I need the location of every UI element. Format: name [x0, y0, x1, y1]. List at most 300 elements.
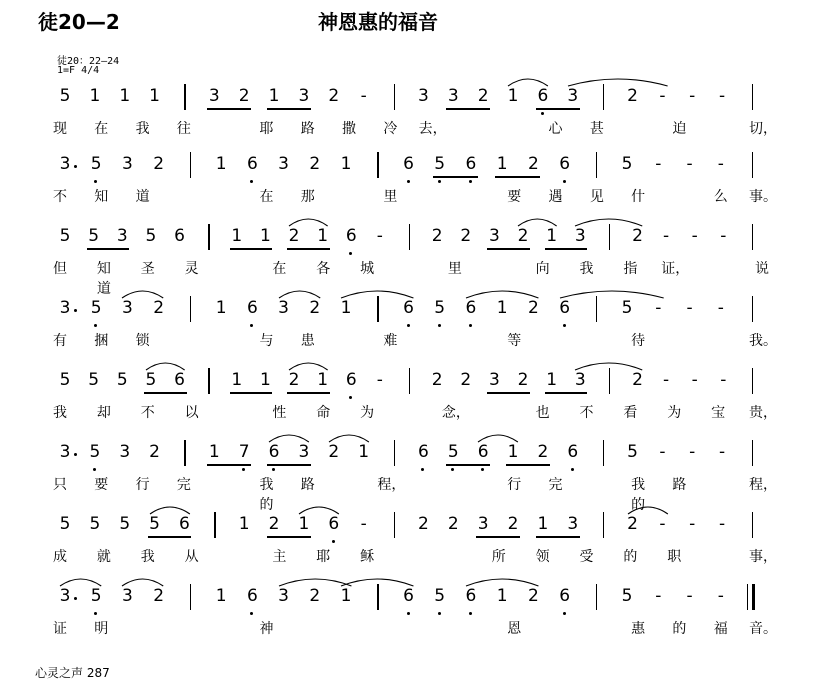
lyric-syllable: 我 — [53, 405, 67, 421]
barline — [214, 512, 215, 538]
slur-arc — [328, 430, 370, 444]
lyric-syllable: 向 — [535, 261, 550, 277]
eighth-beam — [506, 464, 550, 466]
note-5: 5 — [90, 586, 102, 606]
lyric-syllable: 耶 — [316, 549, 331, 565]
slur-arc — [340, 574, 414, 588]
hymn-number: 徒20—2 — [38, 10, 120, 34]
lyric-syllable: 为 — [360, 405, 375, 421]
barline — [747, 584, 748, 610]
note-2: 2 — [309, 298, 321, 318]
note-6: 6 — [465, 298, 477, 318]
lyric-syllable: 证 — [53, 621, 67, 637]
slur-arc — [465, 286, 539, 300]
score-system — [0, 578, 825, 640]
note-2: 2 — [149, 442, 160, 462]
note-6: 6 — [246, 586, 258, 606]
note-2: 2 — [527, 586, 539, 606]
note-1: 1 — [340, 298, 352, 318]
slur-arc — [574, 358, 643, 372]
lyric-syllable: 等 — [507, 333, 522, 349]
lyric-syllable: 心 — [548, 121, 563, 137]
score-system — [0, 434, 825, 513]
lyric-syllable: 也 — [535, 405, 550, 421]
lyric-syllable: 神 — [259, 621, 274, 637]
note-2: 2 — [627, 86, 638, 106]
note-5: 5 — [447, 442, 459, 462]
note-6: 6 — [559, 586, 571, 606]
note-5: 5 — [621, 586, 633, 606]
lyric-syllable: 道 — [135, 189, 150, 205]
note-6: 6 — [559, 154, 571, 174]
note-2: 2 — [460, 226, 472, 246]
note-6: 6 — [418, 442, 429, 462]
lyric-syllable: 我 — [140, 549, 155, 565]
lower-octave-dot — [541, 112, 544, 115]
note-5: 5 — [90, 298, 102, 318]
dash-extension: - — [689, 514, 696, 534]
lyric-syllable: 什 — [631, 189, 646, 205]
eighth-beam — [207, 464, 251, 466]
note-5: 5 — [119, 514, 131, 534]
note-5: 5 — [627, 442, 638, 462]
note-1: 1 — [149, 86, 160, 106]
lyric-syllable: 在 — [272, 261, 287, 277]
augmentation-dot — [74, 309, 77, 312]
lyric-syllable: 耶 — [259, 121, 274, 137]
lower-octave-dot — [481, 468, 484, 471]
barline — [208, 224, 209, 250]
eighth-beam — [487, 392, 530, 394]
dash-extension: - — [376, 226, 383, 246]
lower-octave-dot — [242, 468, 245, 471]
eighth-beam — [446, 108, 490, 110]
note-2: 2 — [517, 226, 529, 246]
lyric-syllable: 我。 — [749, 333, 777, 349]
dash-extension: - — [655, 298, 662, 318]
note-5: 5 — [145, 370, 157, 390]
note-1: 1 — [507, 86, 519, 106]
barline — [394, 440, 395, 466]
barline — [752, 152, 753, 178]
note-3: 3 — [278, 298, 289, 318]
slur-arc — [268, 430, 310, 444]
note-1: 1 — [496, 298, 508, 318]
lower-octave-dot — [94, 612, 97, 615]
note-3: 3 — [122, 586, 133, 606]
note-1: 1 — [231, 226, 243, 246]
lyric-syllable: 我 — [135, 121, 150, 137]
dash-extension: - — [719, 514, 726, 534]
note-2: 2 — [328, 442, 340, 462]
lyric-syllable: 的 — [623, 549, 638, 565]
eighth-beam — [267, 536, 311, 538]
barline — [377, 152, 378, 178]
score-system — [0, 290, 825, 352]
lower-octave-dot — [563, 324, 566, 327]
note-1: 1 — [259, 370, 271, 390]
lyric-syllable: 锁 — [135, 333, 150, 349]
note-5: 5 — [88, 226, 100, 246]
note-2: 2 — [153, 154, 165, 174]
lyric-syllable: 路 — [672, 477, 687, 493]
note-2: 2 — [431, 226, 443, 246]
dash-extension: - — [376, 370, 383, 390]
lyric-syllable: 指 — [623, 261, 638, 277]
lyric-syllable: 说 — [755, 261, 769, 277]
eighth-beam — [487, 248, 530, 250]
lower-octave-dot — [93, 468, 96, 471]
note-2: 2 — [288, 370, 300, 390]
lyric-syllable: 在 — [94, 121, 109, 137]
lyric-syllable: 灵 — [184, 261, 199, 277]
note-3: 3 — [59, 154, 71, 174]
note-3: 3 — [278, 586, 289, 606]
lyric-syllable: 切， — [749, 121, 777, 137]
lyric-syllable: 的 — [672, 621, 687, 637]
lower-octave-dot — [407, 612, 410, 615]
lower-octave-dot — [407, 324, 410, 327]
slur-arc — [298, 502, 340, 516]
eighth-beam — [87, 248, 130, 250]
slur-arc — [278, 286, 321, 300]
slur-arc — [465, 574, 539, 588]
lyric-syllable: 甚 — [589, 121, 604, 137]
note-3: 3 — [59, 298, 71, 318]
note-3: 3 — [122, 298, 133, 318]
lower-octave-dot — [94, 180, 97, 183]
dash-extension: - — [686, 154, 693, 174]
lyric-syllable: 撒 — [342, 121, 357, 137]
dash-extension: - — [691, 226, 698, 246]
note-3: 3 — [447, 86, 459, 106]
note-6: 6 — [174, 226, 185, 246]
eighth-beam — [476, 536, 520, 538]
note-2: 2 — [447, 514, 459, 534]
note-3: 3 — [298, 442, 310, 462]
note-5: 5 — [434, 586, 446, 606]
note-1: 1 — [119, 86, 131, 106]
lyric-syllable: 我的 — [631, 477, 646, 513]
lyric-syllable: 命 — [316, 405, 331, 421]
barline — [190, 152, 191, 178]
note-1: 1 — [496, 154, 508, 174]
augmentation-dot — [74, 453, 77, 456]
lyric-syllable: 患 — [300, 333, 315, 349]
lower-octave-dot — [438, 612, 441, 615]
lyric-syllable: 迫 — [672, 121, 687, 137]
augmentation-dot — [74, 597, 77, 600]
lyric-syllable: 以 — [184, 405, 199, 421]
slur-arc — [288, 358, 329, 372]
note-2: 2 — [632, 370, 643, 390]
lyric-syllable: 里 — [447, 261, 462, 277]
note-6: 6 — [179, 514, 190, 534]
note-1: 1 — [268, 86, 280, 106]
slur-arc — [567, 74, 669, 88]
lower-octave-dot — [563, 612, 566, 615]
note-2: 2 — [431, 370, 443, 390]
note-3: 3 — [477, 514, 489, 534]
note-1: 1 — [215, 154, 227, 174]
dash-extension: - — [689, 442, 696, 462]
dash-extension: - — [663, 226, 670, 246]
note-2: 2 — [288, 226, 300, 246]
note-5: 5 — [621, 298, 633, 318]
lyric-syllable: 行 — [135, 477, 150, 493]
source-footer: 心灵之声 287 — [35, 666, 110, 680]
lower-octave-dot — [469, 324, 472, 327]
lower-octave-dot — [438, 324, 441, 327]
note-5: 5 — [59, 370, 71, 390]
lyric-syllable: 行 — [507, 477, 522, 493]
barline — [190, 296, 191, 322]
eighth-beam — [230, 392, 273, 394]
score-system — [0, 78, 825, 140]
note-3: 3 — [488, 370, 500, 390]
lower-octave-dot — [469, 180, 472, 183]
slur-arc — [340, 286, 414, 300]
note-2: 2 — [507, 514, 519, 534]
note-5: 5 — [90, 154, 102, 174]
lyric-syllable: 事， — [749, 549, 777, 565]
eighth-beam — [287, 248, 330, 250]
note-6: 6 — [246, 298, 258, 318]
lyric-syllable: 稣 — [360, 549, 375, 565]
note-1: 1 — [537, 514, 549, 534]
barline — [184, 84, 185, 110]
eighth-beam — [446, 464, 490, 466]
eighth-beam — [148, 536, 192, 538]
lyric-syllable: 程， — [377, 477, 406, 493]
score-system — [0, 146, 825, 208]
note-1: 1 — [340, 586, 352, 606]
lower-octave-dot — [250, 180, 253, 183]
note-6: 6 — [328, 514, 340, 534]
eighth-beam — [433, 176, 478, 178]
eighth-beam — [287, 392, 330, 394]
note-1: 1 — [340, 154, 352, 174]
lower-octave-dot — [469, 612, 472, 615]
barline — [752, 84, 753, 110]
note-6: 6 — [174, 370, 185, 390]
note-2: 2 — [460, 370, 472, 390]
note-6: 6 — [465, 154, 477, 174]
slur-arc — [627, 502, 669, 516]
note-1: 1 — [208, 442, 220, 462]
barline — [752, 440, 753, 466]
note-6: 6 — [403, 586, 414, 606]
lyric-syllable: 捆 — [94, 333, 109, 349]
lyric-syllable: 主 — [272, 549, 287, 565]
eighth-beam — [267, 108, 311, 110]
note-6: 6 — [345, 226, 357, 246]
lyric-syllable: 圣 — [140, 261, 155, 277]
note-5: 5 — [116, 370, 128, 390]
dash-extension: - — [720, 226, 727, 246]
note-6: 6 — [537, 86, 549, 106]
note-1: 1 — [298, 514, 310, 534]
note-5: 5 — [621, 154, 633, 174]
note-2: 2 — [309, 154, 321, 174]
lower-octave-dot — [94, 324, 97, 327]
dash-extension: - — [719, 86, 726, 106]
lyric-syllable: 程， — [749, 477, 777, 493]
slur-arc — [574, 214, 643, 228]
lyric-syllable: 完 — [548, 477, 563, 493]
lyric-syllable: 路 — [300, 477, 315, 493]
note-3: 3 — [122, 154, 133, 174]
note-2: 2 — [527, 298, 539, 318]
score-system — [0, 362, 825, 424]
lyric-syllable: 去， — [418, 121, 447, 137]
lyric-syllable: 只 — [53, 477, 67, 493]
lyric-syllable: 看 — [623, 405, 638, 421]
lyric-syllable: 么 — [713, 189, 728, 205]
key-time-signature: 1=F 4/4 — [57, 65, 100, 76]
eighth-beam — [144, 392, 187, 394]
barline — [752, 512, 753, 538]
lower-octave-dot — [571, 468, 574, 471]
note-7: 7 — [238, 442, 250, 462]
lyric-syllable: 在 — [259, 189, 274, 205]
lyric-syllable: 明 — [94, 621, 109, 637]
lyric-syllable: 事。 — [749, 189, 777, 205]
barline — [409, 368, 410, 394]
note-6: 6 — [567, 442, 579, 462]
lyric-syllable: 贵， — [749, 405, 777, 421]
lyric-syllable: 却 — [96, 405, 111, 421]
barline — [596, 152, 597, 178]
note-3: 3 — [418, 86, 429, 106]
lyric-syllable: 往 — [176, 121, 191, 137]
note-5: 5 — [89, 442, 101, 462]
slur-arc — [149, 502, 191, 516]
note-5: 5 — [149, 514, 160, 534]
note-1: 1 — [507, 442, 519, 462]
note-2: 2 — [527, 154, 539, 174]
score-system — [0, 506, 825, 568]
note-2: 2 — [309, 586, 321, 606]
lyric-syllable: 完 — [176, 477, 191, 493]
dash-extension: - — [717, 154, 724, 174]
note-1: 1 — [231, 370, 243, 390]
lyric-syllable: 要 — [507, 189, 522, 205]
lyric-syllable: 与 — [259, 333, 274, 349]
slur-arc — [477, 430, 519, 444]
lyric-syllable: 知 — [94, 189, 109, 205]
note-6: 6 — [403, 298, 414, 318]
eighth-beam — [545, 248, 588, 250]
lyric-syllable: 我的 — [259, 477, 274, 513]
note-5: 5 — [59, 514, 71, 534]
slur-arc — [59, 574, 102, 588]
slur-arc — [145, 358, 186, 372]
lower-octave-dot — [250, 324, 253, 327]
barline — [752, 224, 753, 250]
note-2: 2 — [537, 442, 549, 462]
lower-octave-dot — [407, 180, 410, 183]
lyric-syllable: 知道 — [96, 261, 111, 297]
note-2: 2 — [153, 586, 165, 606]
dash-extension: - — [691, 370, 698, 390]
slur-arc — [121, 286, 164, 300]
lyric-syllable: 里 — [383, 189, 398, 205]
lyric-syllable: 要 — [94, 477, 109, 493]
lyric-syllable: 有 — [53, 333, 67, 349]
note-5: 5 — [434, 154, 446, 174]
barline — [190, 584, 191, 610]
note-1: 1 — [215, 298, 227, 318]
note-3: 3 — [567, 514, 579, 534]
note-3: 3 — [488, 226, 500, 246]
dash-extension: - — [655, 154, 662, 174]
lyric-syllable: 宝 — [711, 405, 726, 421]
lyric-syllable: 那 — [300, 189, 315, 205]
note-1: 1 — [259, 226, 271, 246]
note-1: 1 — [215, 586, 227, 606]
barline — [752, 368, 753, 394]
note-5: 5 — [59, 86, 71, 106]
dash-extension: - — [360, 514, 367, 534]
note-6: 6 — [246, 154, 258, 174]
note-3: 3 — [574, 370, 586, 390]
barline — [603, 440, 604, 466]
lyric-syllable: 职 — [667, 549, 682, 565]
lyric-syllable: 路 — [300, 121, 315, 137]
note-2: 2 — [418, 514, 429, 534]
lyric-syllable: 所 — [491, 549, 506, 565]
lower-octave-dot — [421, 468, 424, 471]
dash-extension: - — [719, 442, 726, 462]
lyric-syllable: 惠 — [631, 621, 646, 637]
lyric-syllable: 受 — [579, 549, 594, 565]
lyric-syllable: 但 — [53, 261, 67, 277]
dash-extension: - — [663, 370, 670, 390]
lyric-syllable: 冷 — [383, 121, 398, 137]
note-2: 2 — [632, 226, 643, 246]
note-5: 5 — [434, 298, 446, 318]
dash-extension: - — [717, 586, 724, 606]
note-2: 2 — [477, 86, 489, 106]
note-6: 6 — [268, 442, 280, 462]
augmentation-dot — [74, 165, 77, 168]
final-barline — [752, 584, 755, 610]
lyric-syllable: 领 — [535, 549, 550, 565]
lower-octave-dot — [451, 468, 454, 471]
lyric-syllable: 性 — [272, 405, 287, 421]
lyric-syllable: 各 — [316, 261, 331, 277]
eighth-beam — [536, 536, 580, 538]
note-5: 5 — [88, 370, 100, 390]
note-2: 2 — [153, 298, 165, 318]
lyric-syllable: 不 — [579, 405, 594, 421]
lyric-syllable: 证， — [661, 261, 690, 277]
barline — [603, 512, 604, 538]
lower-octave-dot — [438, 180, 441, 183]
note-2: 2 — [627, 514, 638, 534]
note-5: 5 — [59, 226, 71, 246]
barline — [409, 224, 410, 250]
note-3: 3 — [298, 86, 310, 106]
note-3: 3 — [278, 154, 289, 174]
eighth-beam — [207, 108, 251, 110]
eighth-beam — [545, 392, 588, 394]
note-1: 1 — [546, 370, 558, 390]
slur-arc — [121, 574, 164, 588]
note-1: 1 — [496, 586, 508, 606]
lyric-syllable: 福 — [713, 621, 728, 637]
